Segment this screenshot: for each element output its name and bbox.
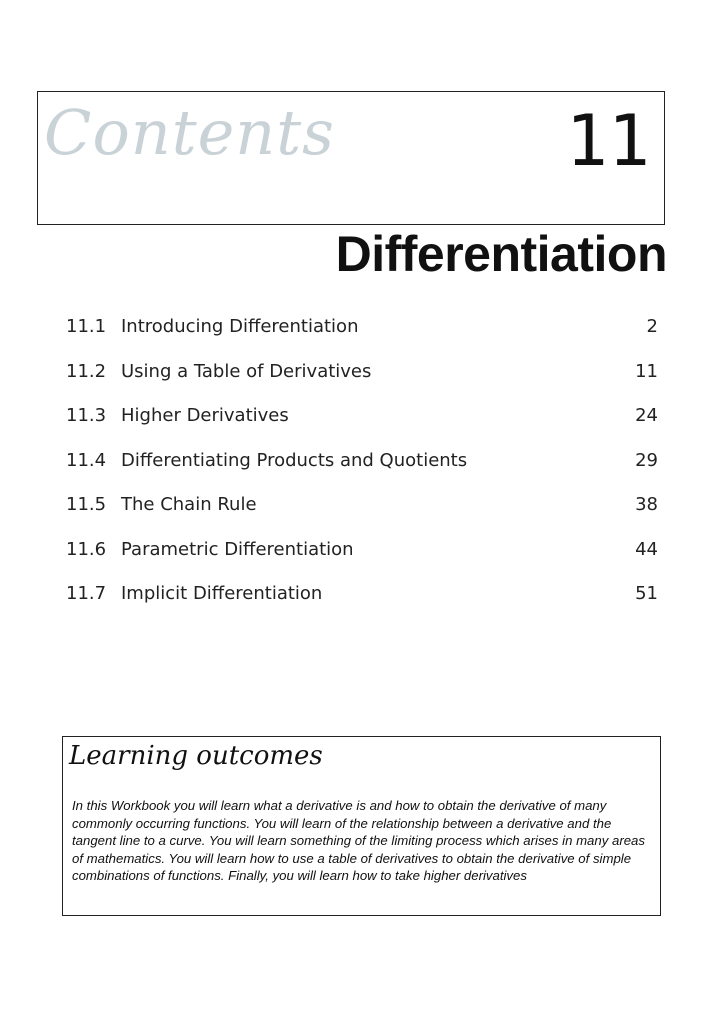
- toc-section-title: The Chain Rule: [121, 494, 257, 515]
- toc-page-number: 29: [635, 449, 658, 471]
- toc-page-number: 2: [646, 316, 658, 337]
- toc-page-number: 24: [635, 405, 658, 426]
- chapter-number: 11: [565, 100, 650, 182]
- toc-section-title: Implicit Differentiation: [121, 583, 323, 604]
- toc-row[interactable]: [66, 359, 658, 404]
- toc-page-number: 51: [635, 583, 658, 604]
- toc-section-title: Higher Derivatives: [121, 405, 289, 426]
- toc-row[interactable]: [66, 537, 658, 582]
- toc-page-number: 11: [635, 360, 658, 382]
- toc-section-title: Differentiating Products and Quotients: [121, 449, 468, 471]
- chapter-header-box: [37, 91, 665, 225]
- toc-section-number: 11.4: [66, 449, 107, 471]
- contents-label: Contents: [44, 96, 335, 169]
- learning-outcomes-box: [62, 736, 661, 916]
- toc-section-number: 11.3: [66, 405, 107, 426]
- toc-section-number: 11.7: [66, 583, 107, 604]
- toc-row[interactable]: [66, 581, 658, 626]
- table-of-contents: [66, 314, 658, 626]
- toc-row[interactable]: [66, 403, 658, 448]
- toc-page-number: 44: [635, 538, 658, 560]
- toc-section-title: Introducing Differentiation: [121, 316, 359, 337]
- toc-row[interactable]: [66, 448, 658, 493]
- toc-section-title: Parametric Differentiation: [121, 538, 354, 560]
- learning-outcomes-heading: Learning outcomes: [69, 741, 323, 771]
- learning-outcomes-text: In this Workbook you will learn what a derivative is and how to obtain the derivative of many commonly occurring functions. You will learn of the relationship between a derivative and the tangent line to a curve. You will learn something of the limiting process which arises in many areas of mathematics. You will learn how to use a table of derivatives to obtain the derivative of simple combinations of functions. Finally, you will learn how to take higher derivatives: [72, 798, 645, 883]
- toc-page-number: 38: [635, 494, 658, 515]
- toc-section-number: 11.6: [66, 538, 107, 560]
- toc-row[interactable]: [66, 492, 658, 537]
- toc-section-number: 11.2: [66, 360, 107, 382]
- toc-row[interactable]: [66, 314, 658, 359]
- toc-section-number: 11.1: [66, 316, 107, 337]
- toc-section-title: Using a Table of Derivatives: [121, 360, 372, 382]
- toc-section-number: 11.5: [66, 494, 107, 515]
- chapter-title: Differentiation: [335, 226, 667, 282]
